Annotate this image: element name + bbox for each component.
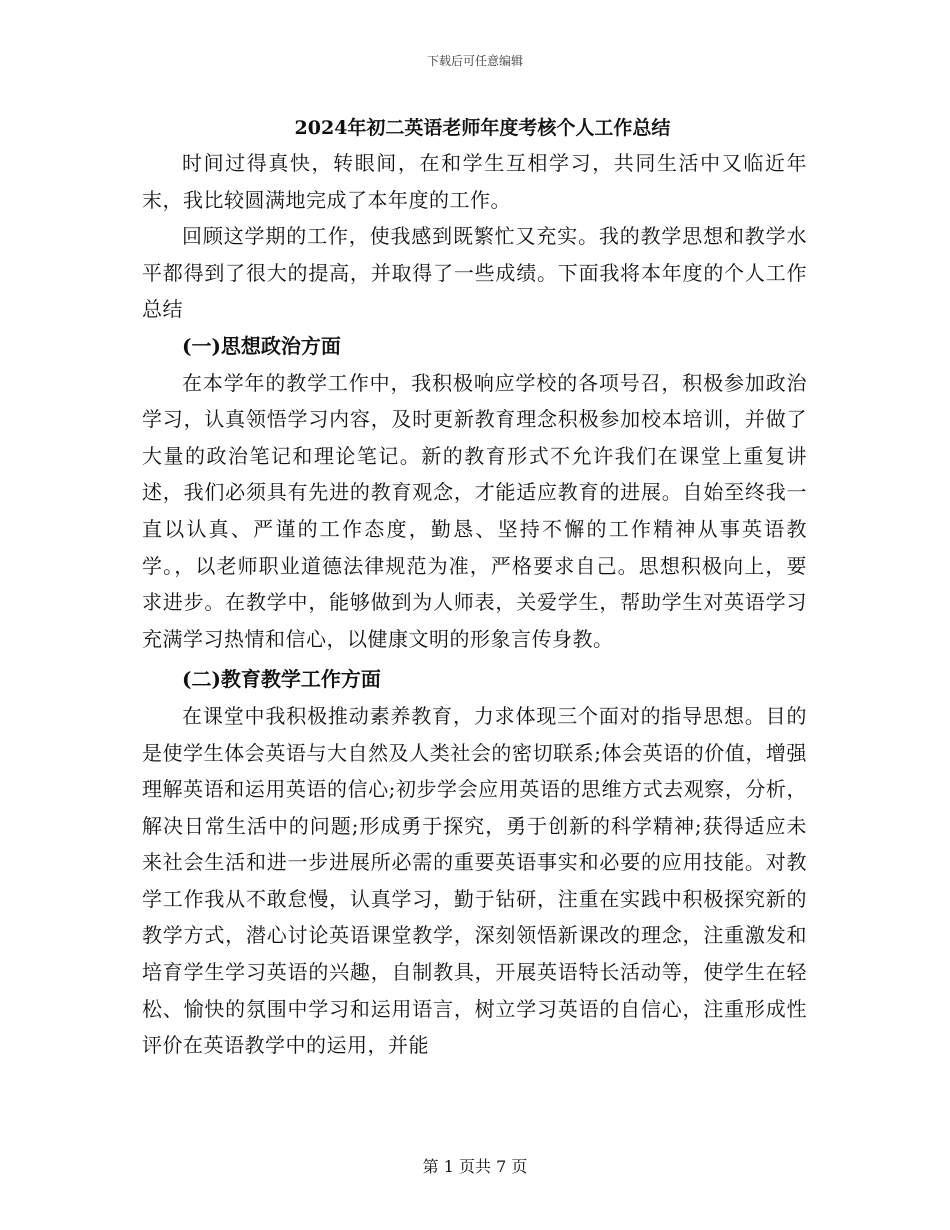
intro-paragraph-2: 回顾这学期的工作，使我感到既繁忙又充实。我的教学思想和教学水平都得到了很大的提高，并取得了一些成绩。下面我将本年度的个人工作总结 [142,224,807,322]
section-paragraph-teaching: 在课堂中我积极推动素养教育，力求体现三个面对的指导思想。目的是使学生体会英语与大自然及人类社会的密切联系;体会英语的价值，增强理解英语和运用英语的信心;初步学会应用英语的思维方式去观察，分析，解决日常生活中的问题;形成勇于探究，勇于创新的科学精神;获得适应未来社会生活和进一步进展所必需的重要英语事实和必要的应用技能。对教学工作我从不敢怠慢，认真学习，勤于钻研，注重在实践中积极探究新的教学方式，潜心讨论英语课堂教学，深刻领悟新课改的理念，注重激发和培育学生学习英语的兴趣，自制教具，开展英语特长活动等，使学生在轻松、愉快的氛围中学习和运用语言，树立学习英语的自信心，注重形成性评价在英语教学中的运用，并能 [142,703,807,1058]
section-heading-ideology: (一)思想政治方面 [182,333,341,358]
section-paragraph-ideology: 在本学年的教学工作中，我积极响应学校的各项号召，积极参加政治学习，认真领悟学习内容，及时更新教育理念积极参加校本培训，并做了大量的政治笔记和理论笔记。新的教育形式不允许我们在课堂上重复讲述，我们必须具有先进的教育观念，才能适应教育的进展。自始至终我一直以认真、严谨的工作态度，勤恳、坚持不懈的工作精神从事英语教学。，以老师职业道德法律规范为准，严格要求自己。思想积极向上，要求进步。在教学中，能够做到为人师表，关爱学生，帮助学生对英语学习充满学习热情和信心，以健康文明的形象言传身教。 [142,370,807,651]
intro-paragraph-1: 时间过得真快，转眼间，在和学生互相学习，共同生活中又临近年末，我比较圆满地完成了本年度的工作。 [142,151,807,212]
page-footer: 第 1 页共 7 页 [422,1157,528,1176]
page-header: 下载后可任意编辑 [426,54,523,68]
document-title: 2024年初二英语老师年度考核个人工作总结 [294,117,671,139]
section-heading-teaching: (二)教育教学工作方面 [182,667,381,692]
document-body [142,112,807,1064]
